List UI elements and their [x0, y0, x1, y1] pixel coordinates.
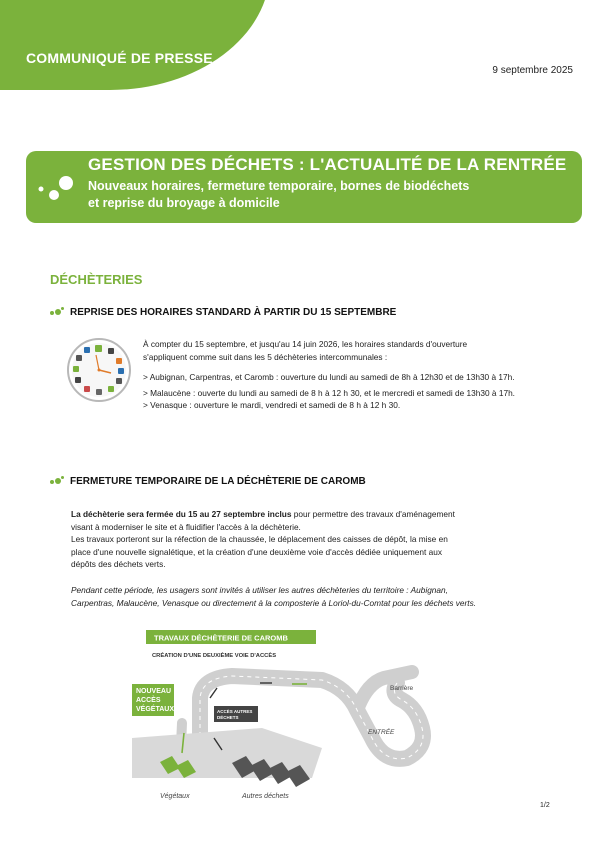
bullet-dots-icon	[50, 476, 66, 486]
other-access-label-1: ACCÈS AUTRES	[217, 709, 253, 714]
new-access-label-3: VÉGÉTAUX	[136, 706, 174, 713]
site-map-illustration	[122, 628, 452, 804]
other-waste-label: Autres déchets	[242, 793, 289, 800]
bubbles-icon	[36, 171, 86, 211]
item2-heading	[50, 476, 366, 487]
item1-text	[143, 338, 583, 412]
schedule-line-1: > Aubignan, Carpentras, et Caromb : ouverture du lundi au samedi de 8h à 12h30 et de 13h30 à 17h.	[143, 372, 515, 382]
alternatives-line-2: Carpentras, Malaucène, Venasque ou directement à la composterie à Loriol-du-Comtat pour les déchets verts.	[71, 597, 477, 608]
barrier-label: Barrière	[390, 685, 414, 692]
subtitle-line-1: Nouveaux horaires, fermeture temporaire, bornes de biodéchets	[88, 179, 470, 193]
works-line-1: Les travaux porteront sur la réfection de la chaussée, le déplacement des caisses de dépôt, la mise en	[71, 534, 448, 544]
other-access-label-2: DÉCHETS	[217, 715, 239, 720]
press-release-title: COMMUNIQUÉ DE PRESSE	[26, 50, 213, 66]
map-subtitle: CRÉATION D'UNE DEUXIÈME VOIE D'ACCÈS	[152, 653, 277, 659]
item2-heading-text: FERMETURE TEMPORAIRE DE LA DÉCHÈTERIE DE CAROMB	[70, 476, 366, 487]
header-blob	[0, 0, 270, 90]
closure-reason: pour permettre des travaux d'aménagement	[291, 509, 455, 519]
item1-intro-2: s'appliquent comme suit dans les 5 déchèteries intercommunales :	[143, 351, 388, 362]
closure-line-2: visant à moderniser le site et à fluidifier l'accès à la déchèterie.	[71, 521, 301, 532]
new-access-label-2: ACCÈS	[136, 697, 161, 704]
item1-heading-text: REPRISE DES HORAIRES STANDARD À PARTIR DU 15 SEPTEMBRE	[70, 307, 397, 318]
alternatives-line-1: Pendant cette période, les usagers sont invités à utiliser les autres déchèteries du territoire : Aubignan,	[71, 585, 448, 595]
subtitle-line-2: et reprise du broyage à domicile	[88, 196, 280, 210]
schedule-line-2: > Malaucène : ouverte du lundi au samedi de 8 h à 12 h 30, et le mercredi et samedi de 13h30 à 17h.	[143, 387, 515, 398]
banner-title: GESTION DES DÉCHETS : L'ACTUALITÉ DE LA RENTRÉE	[88, 155, 567, 174]
item1-intro-1: À compter du 15 septembre, et jusqu'au 14 juin 2026, les horaires standards d'ouverture	[143, 339, 468, 349]
clock-icon	[66, 337, 132, 403]
bullet-dots-icon	[50, 307, 66, 317]
item1-heading	[50, 307, 396, 318]
works-line-3: dépôts des déchets verts.	[71, 559, 166, 569]
item2-paragraph-1	[71, 508, 541, 571]
closure-dates: La déchèterie sera fermée du 15 au 27 septembre inclus	[71, 509, 292, 519]
section-title: DÉCHÈTERIES	[50, 272, 143, 287]
title-banner	[26, 151, 582, 223]
item2-paragraph-2	[71, 584, 551, 609]
banner-subtitle	[88, 178, 558, 212]
release-date: 9 septembre 2025	[492, 65, 573, 76]
map-title: TRAVAUX DÉCHÈTERIE DE CAROMB	[154, 633, 288, 643]
schedule-line-3: > Venasque : ouverture le mardi, vendredi et samedi de 8 h à 12 h 30.	[143, 400, 401, 410]
entry-label: ENTRÉE	[368, 729, 395, 736]
page-number: 1/2	[540, 802, 550, 809]
new-access-label-1: NOUVEAU	[136, 688, 172, 695]
green-waste-label: Végétaux	[160, 793, 190, 800]
works-line-2: place d'une nouvelle signalétique, et la création d'une deuxième voie d'accès dédiée uniquement aux	[71, 546, 442, 557]
